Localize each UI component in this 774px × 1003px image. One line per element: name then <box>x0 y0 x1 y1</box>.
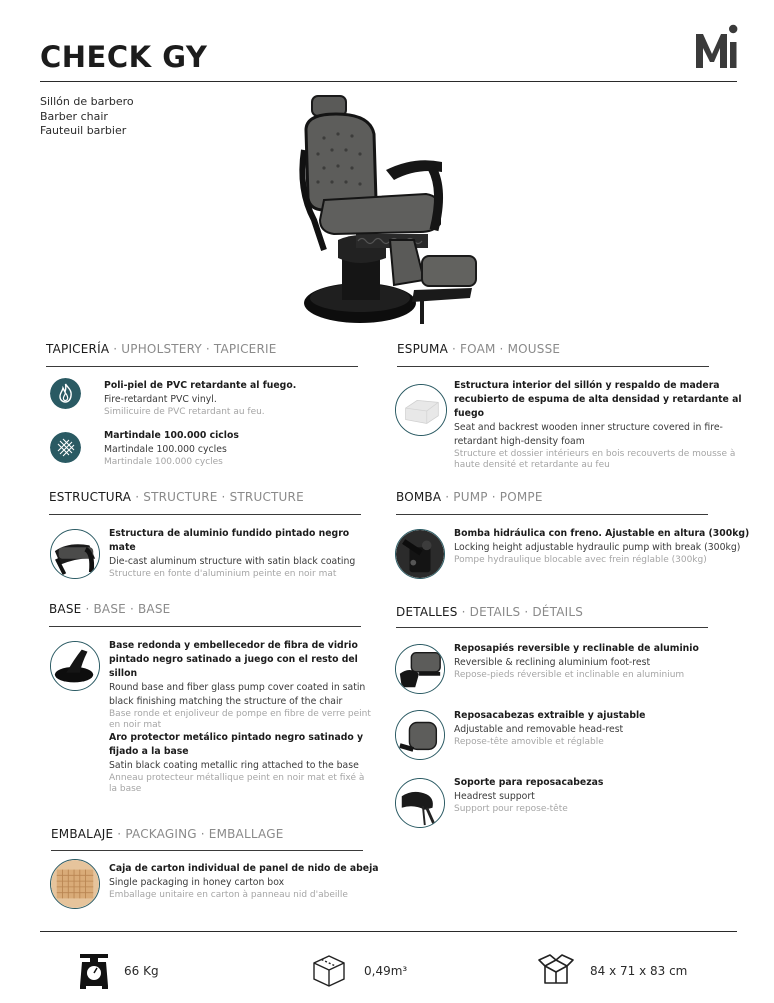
section-title-packaging: EMBALAJE · PACKAGING · EMBALLAGE <box>51 827 284 841</box>
section-title-foam: ESPUMA · FOAM · MOUSSE <box>397 342 561 356</box>
section-title-details: DETALLES · DETAILS · DÉTAILS <box>396 605 584 619</box>
section-divider-foam <box>397 366 709 367</box>
fire-icon <box>50 378 81 409</box>
headrest-icon <box>395 710 445 760</box>
base-item-2: Aro protector metálico pintado negro satinado y fijado a la base Satin black coating metallic ring attached to the base Anneau protecteur métallique peint en noir mat et fixé à la base <box>109 732 365 794</box>
section-divider-pump <box>396 514 708 515</box>
aluminum-structure-icon <box>50 529 100 579</box>
product-subtitle <box>40 95 134 139</box>
header-divider <box>40 81 737 82</box>
headrest-support-icon <box>395 778 445 828</box>
section-divider-packaging <box>51 850 363 851</box>
section-divider-details <box>396 627 708 628</box>
pump-description: Bomba hidráulica con freno. Ajustable en altura (300kg) Locking height adjustable hydraulic pump with break (300kg) Pompe hydraulique blocable avec frein réglable (300kg) <box>454 528 750 565</box>
details-item-3: Soporte para reposacabezas Headrest support Support pour repose-tête <box>454 777 604 814</box>
structure-description: Estructura de aluminio fundido pintado negro mate Die-cast aluminum structure with satin black coating Structure en fonte d'aluminium peinte en noir mat <box>109 528 356 579</box>
upholstery-item-1: Poli-piel de PVC retardante al fuego. Fire-retardant PVC vinyl. Similicuire de PVC retardant au feu. <box>104 380 297 417</box>
subtitle-es: Sillón de barbero <box>40 95 134 108</box>
barber-chair-image <box>294 90 490 330</box>
details-item-2: Reposacabezas extraible y ajustable Adjustable and removable head-rest Repose-tête amovible et réglable <box>454 710 646 747</box>
volume-value: 0,49m³ <box>364 964 408 978</box>
weight-scale-icon <box>78 952 110 990</box>
section-title-base: BASE · BASE · BASE <box>49 602 171 616</box>
section-title-structure: ESTRUCTURA · STRUCTURE · STRUCTURE <box>49 490 304 504</box>
subtitle-fr: Fauteuil barbier <box>40 124 127 137</box>
section-divider-upholstery <box>46 366 358 367</box>
brand-logo <box>694 20 738 70</box>
fabric-mesh-icon <box>50 432 81 463</box>
section-divider-structure <box>49 514 361 515</box>
footer-divider <box>40 931 737 932</box>
package-box-icon <box>537 953 575 987</box>
details-item-1: Reposapiés reversible y reclinable de aluminio Reversible & reclining aluminium foot-rest Repose-pieds réversible et inclinable en aluminium <box>454 643 699 680</box>
upholstery-item-2: Martindale 100.000 ciclos Martindale 100.000 cycles Martindale 100.000 cycles <box>104 430 239 467</box>
footrest-icon <box>395 644 445 694</box>
section-title-upholstery: TAPICERÍA · UPHOLSTERY · TAPICERIE <box>46 342 277 356</box>
hydraulic-pump-icon <box>395 529 445 579</box>
packaging-description: Caja de carton individual de panel de nido de abeja Single packaging in honey carton box Emballage unitaire en carton à panneau nid d'abeille <box>109 863 379 900</box>
volume-cube-icon <box>311 954 347 988</box>
foam-description: Estructura interior del sillón y respaldo de madera recubierto de espuma de alta densidad y retardante al fuego Seat and backrest wooden inner structure covered in fire-retardant high-density foam Structure et dossier intérieurs en bois recouverts de mousse à haute densité et retardante au feu <box>454 380 742 470</box>
weight-value: 66 Kg <box>124 964 159 978</box>
section-divider-base <box>49 626 361 627</box>
foam-block-icon <box>395 384 447 436</box>
dimensions-value: 84 x 71 x 83 cm <box>590 964 688 978</box>
subtitle-en: Barber chair <box>40 109 108 123</box>
round-base-icon <box>50 641 100 691</box>
page-title: CHECK GY <box>40 40 208 74</box>
honeycomb-carton-icon <box>50 859 100 909</box>
base-item-1: Base redonda y embellecedor de fibra de vidrio pintado negro satinado a juego con el resto del sillon Round base and fiber glass pump cover coated in satin black finishing matching the structure of the chair Base ronde et enjoliveur de pompe en fibre de verre peint en noir mat <box>109 640 371 730</box>
section-title-pump: BOMBA · PUMP · POMPE <box>396 490 543 504</box>
